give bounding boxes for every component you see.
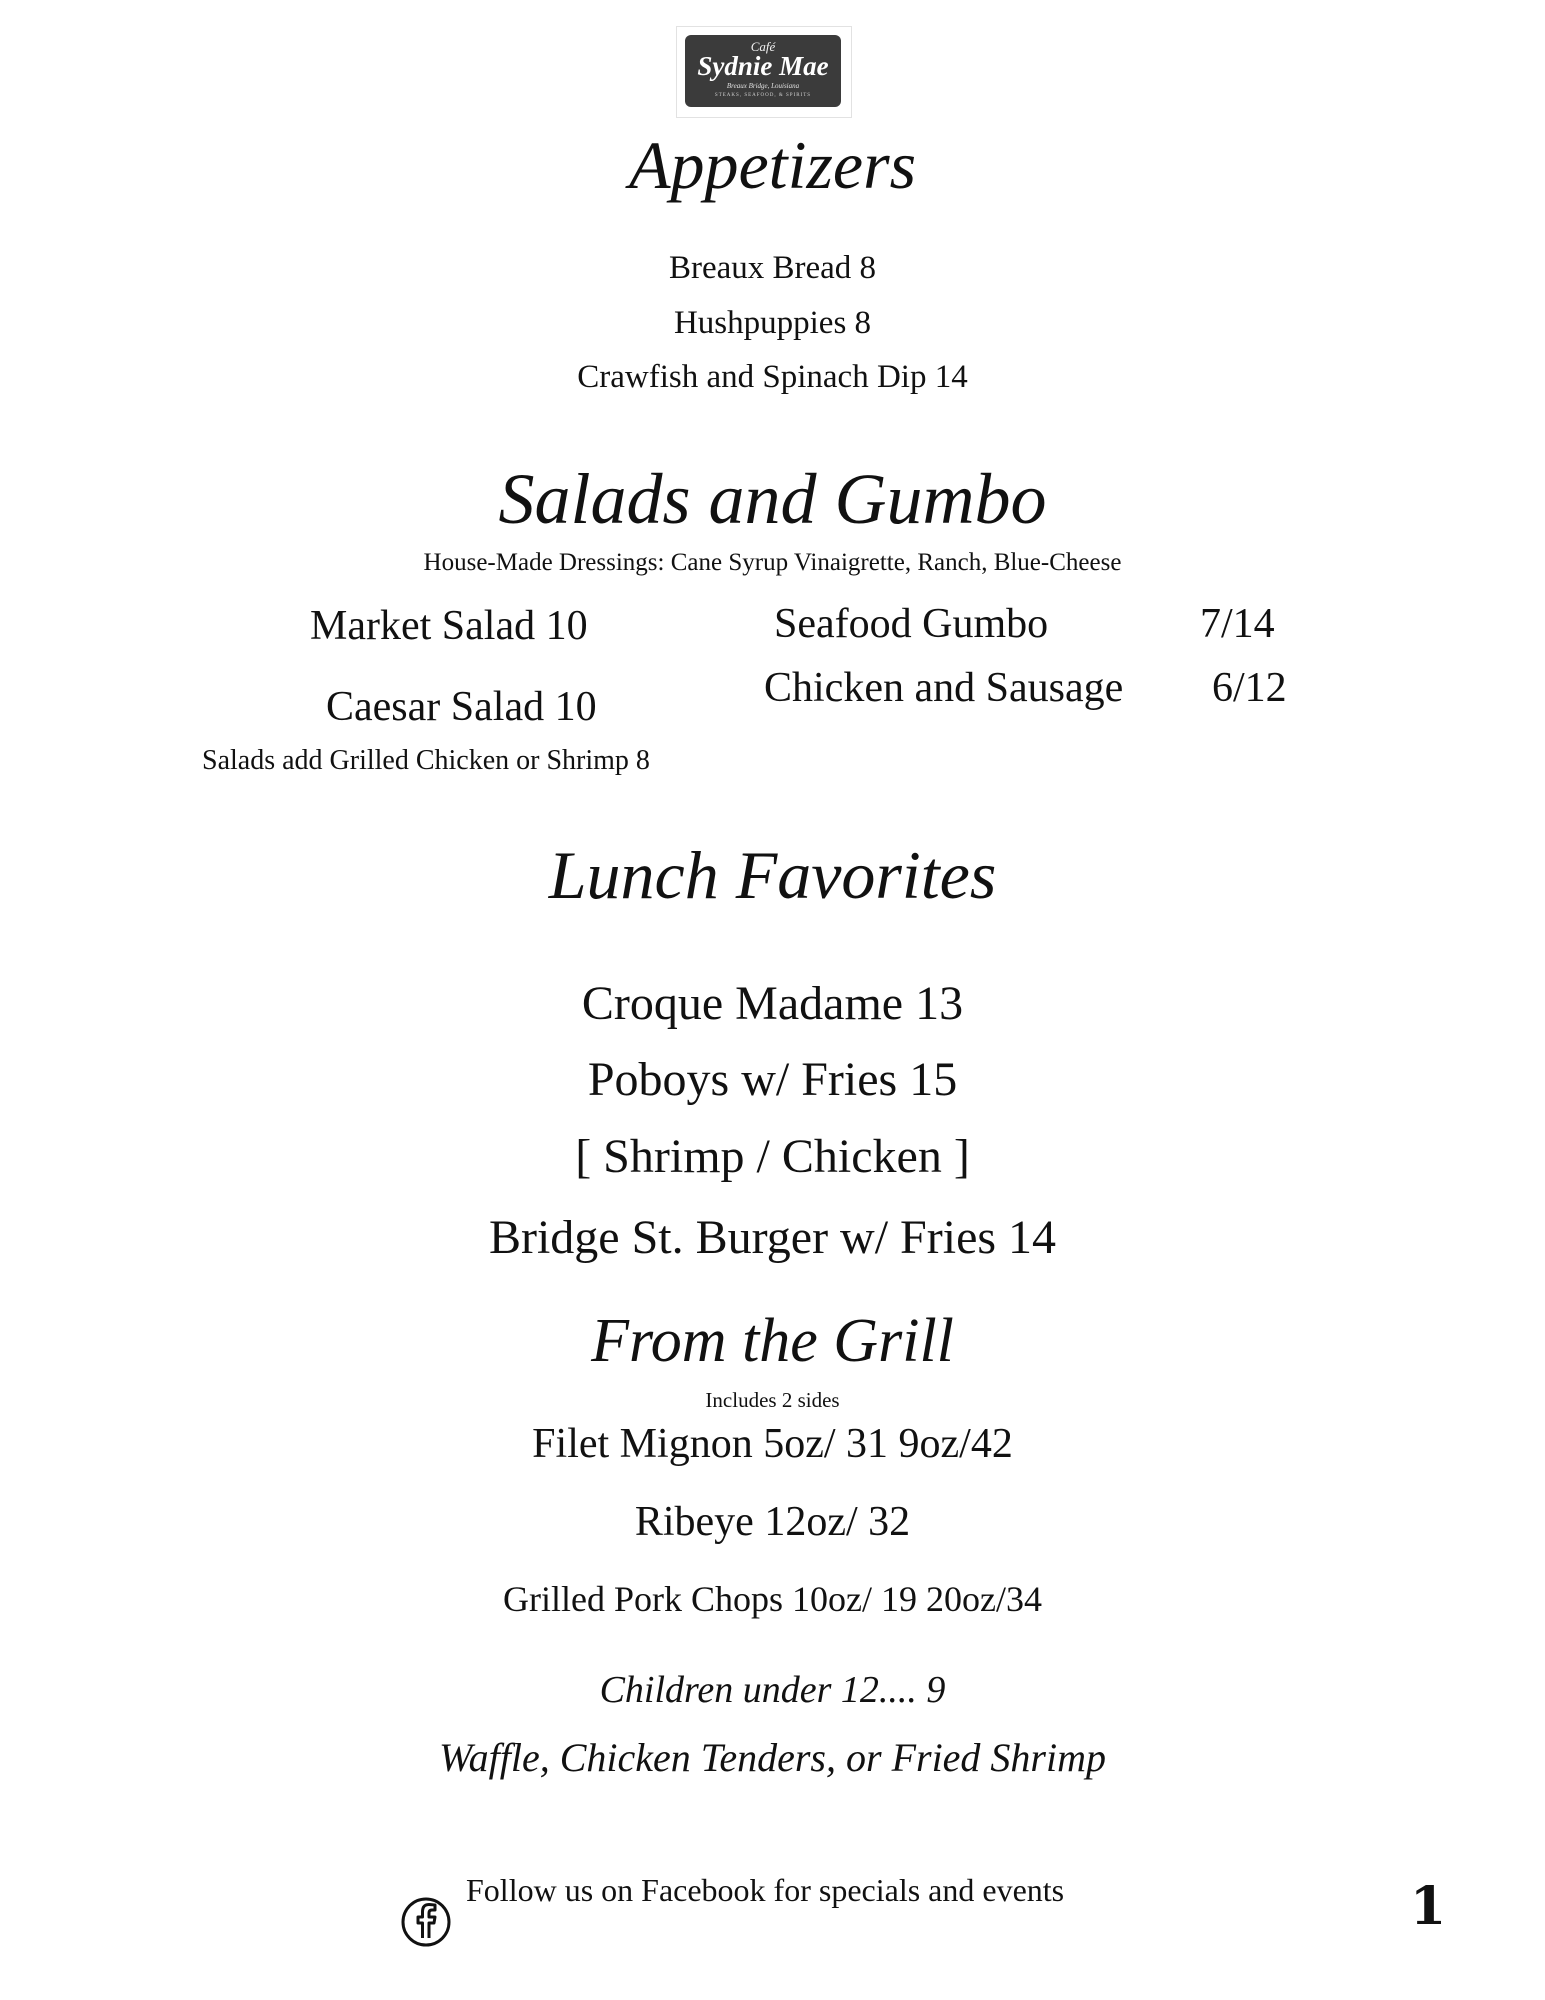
logo-sign xyxy=(685,35,841,107)
appetizer-item: Breaux Bread 8 xyxy=(668,250,877,286)
facebook-icon[interactable] xyxy=(400,1896,452,1948)
lunch-item: Bridge St. Burger w/ Fries 14 xyxy=(488,1211,1057,1264)
grill-item: Grilled Pork Chops 10oz/ 19 20oz/34 xyxy=(503,1579,1042,1619)
grill-heading: From the Grill xyxy=(591,1307,954,1375)
appetizer-item: Hushpuppies 8 xyxy=(673,305,872,341)
logo-cafe-text: Café xyxy=(750,39,776,54)
seafood-gumbo-name: Seafood Gumbo xyxy=(774,601,1049,647)
appetizers-heading: Appetizers xyxy=(628,127,917,203)
lunch-favorites-heading: Lunch Favorites xyxy=(548,837,997,913)
chicken-sausage-gumbo-name: Chicken and Sausage xyxy=(764,665,1124,711)
salad-add-protein-note: Salads add Grilled Chicken or Shrimp 8 xyxy=(202,745,650,776)
lunch-item: Poboys w/ Fries 15 xyxy=(587,1053,958,1106)
salads-gumbo-heading: Salads and Gumbo xyxy=(498,459,1047,539)
lunch-item: [ Shrimp / Chicken ] xyxy=(575,1130,970,1183)
facebook-follow-text: Follow us on Facebook for specials and events xyxy=(466,1872,1065,1908)
caesar-salad-item: Caesar Salad 10 xyxy=(326,684,597,730)
grill-sides-note: Includes 2 sides xyxy=(705,1388,840,1412)
grill-item: Filet Mignon 5oz/ 31 9oz/42 xyxy=(532,1421,1013,1467)
logo-name-text: Sydnie Mae xyxy=(697,51,829,81)
children-menu-title: Children under 12.... 9 xyxy=(599,1669,946,1711)
page-number: 1 xyxy=(1410,1876,1447,1937)
logo-location-text: Breaux Bridge, Louisiana xyxy=(726,82,800,90)
chicken-sausage-gumbo-price: 6/12 xyxy=(1212,665,1287,711)
grill-item: Ribeye 12oz/ 32 xyxy=(634,1499,911,1545)
cafe-logo xyxy=(676,26,852,118)
logo-tagline-text: STEAKS, SEAFOOD, & SPIRITS xyxy=(714,93,812,98)
market-salad-item: Market Salad 10 xyxy=(310,603,588,649)
lunch-item: Croque Madame 13 xyxy=(581,977,964,1030)
dressings-note: House-Made Dressings: Cane Syrup Vinaigrette, Ranch, Blue-Cheese xyxy=(423,549,1122,576)
seafood-gumbo-price: 7/14 xyxy=(1200,601,1275,647)
appetizer-item: Crawfish and Spinach Dip 14 xyxy=(577,359,968,395)
children-menu-options: Waffle, Chicken Tenders, or Fried Shrimp xyxy=(438,1735,1106,1780)
